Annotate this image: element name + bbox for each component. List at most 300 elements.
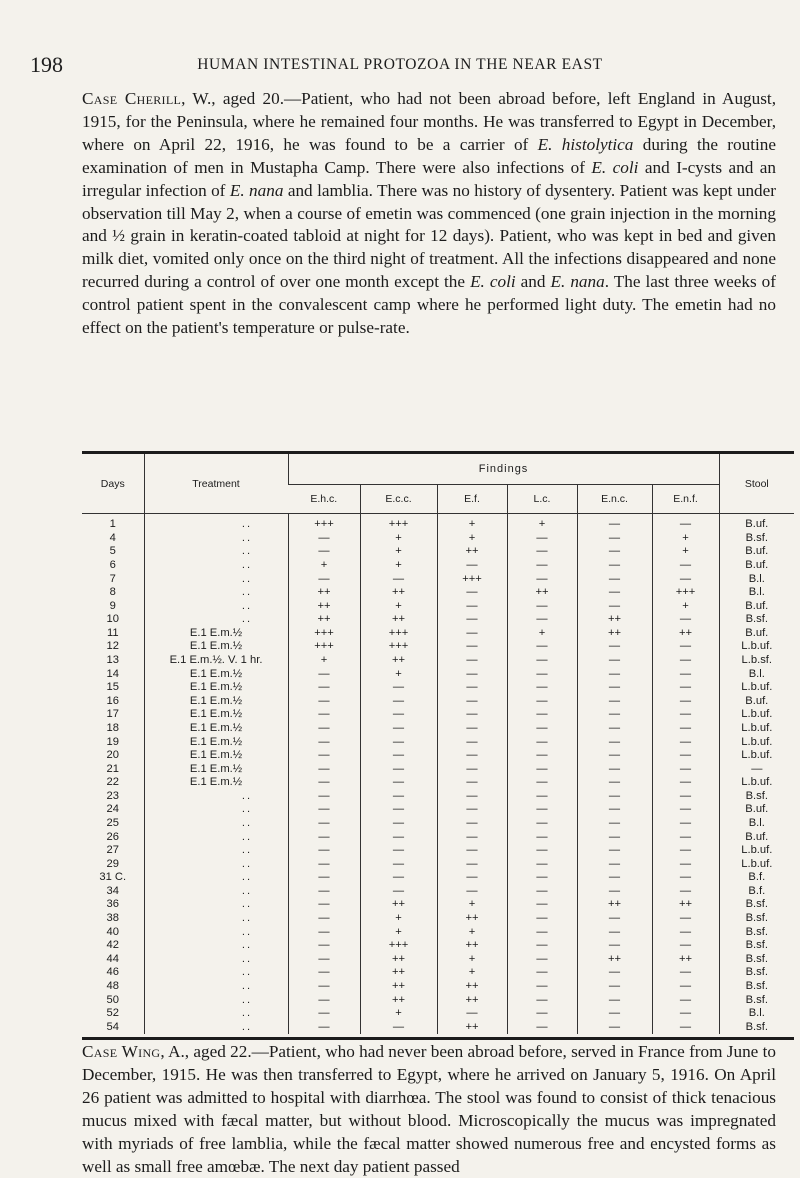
cell-enf: — — [652, 871, 719, 885]
cell-lc: — — [507, 667, 577, 681]
cell-treatment: .. — [144, 885, 288, 899]
cell-lc: — — [507, 830, 577, 844]
cell-stool: B.sf. — [719, 898, 794, 912]
cell-ehc: ++ — [288, 599, 360, 613]
cell-treatment: E.1 E.m.½ — [144, 640, 288, 654]
cell-ef: ++ — [437, 1020, 507, 1034]
cell-enc: — — [577, 735, 652, 749]
cell-ecc: — — [360, 695, 437, 709]
cell-stool: L.b.uf. — [719, 640, 794, 654]
cell-stool: B.f. — [719, 885, 794, 899]
cell-ef: — — [437, 599, 507, 613]
cell-ehc: — — [288, 966, 360, 980]
cell-treatment: E.1 E.m.½ — [144, 667, 288, 681]
cell-stool: B.sf. — [719, 966, 794, 980]
col-header-findings: Findings — [288, 454, 719, 485]
cell-enc: ++ — [577, 953, 652, 967]
cell-treatment: .. — [144, 572, 288, 586]
cell-treatment: .. — [144, 817, 288, 831]
paragraph-text: and I-cysts and an irregular infection of — [82, 157, 777, 200]
table-row — [82, 708, 794, 722]
cell-stool: B.l. — [719, 586, 794, 600]
table-row — [82, 735, 794, 749]
cell-enc: ++ — [577, 898, 652, 912]
cell-day: 40 — [106, 925, 119, 938]
cell-enf: ++ — [652, 953, 719, 967]
cell-ef: — — [437, 776, 507, 790]
cell-ef: — — [437, 654, 507, 668]
cell-ecc: — — [360, 803, 437, 817]
cell-stool: B.sf. — [719, 912, 794, 926]
table-row — [82, 681, 794, 695]
cell-stool: L.b.uf. — [719, 722, 794, 736]
cell-ef: — — [437, 857, 507, 871]
table-row — [82, 1020, 794, 1034]
cell-ef: ++ — [437, 545, 507, 559]
cell-stool: B.uf. — [719, 803, 794, 817]
cell-lc: — — [507, 871, 577, 885]
cell-enf: — — [652, 667, 719, 681]
cell-enc: — — [577, 830, 652, 844]
table-row — [82, 844, 794, 858]
cell-stool: — — [719, 762, 794, 776]
table-row — [82, 912, 794, 926]
cell-ehc: — — [288, 695, 360, 709]
cell-ehc: — — [288, 980, 360, 994]
cell-lc: — — [507, 545, 577, 559]
cell-enc: — — [577, 980, 652, 994]
cell-ef: + — [437, 898, 507, 912]
cell-enc: — — [577, 885, 652, 899]
cell-ehc: — — [288, 762, 360, 776]
table-row — [82, 885, 794, 899]
cell-enc: — — [577, 640, 652, 654]
cell-stool: B.f. — [719, 871, 794, 885]
cell-ef: ++ — [437, 939, 507, 953]
table-row — [82, 654, 794, 668]
cell-treatment: .. — [144, 514, 288, 532]
cell-stool: B.l. — [719, 1007, 794, 1021]
cell-treatment: .. — [144, 857, 288, 871]
cell-lc: — — [507, 817, 577, 831]
paragraph-text: , A., aged 22.—Patient, who had never been abroad before, served in France from June to December, 1915. He was then transferred to Egypt, where he arrived on January 5, 1916. On April 26 patient was admitted to hospital with diarrhœa. The stool was found to consist of thick tenacious mucus mixed with fæcal matter, but without blood. Microscopically the mucus was impregnated with myriads of free lamblia, while the fæcal matter showed numerous free and encysted forms as well as small free amœbæ. The next day patient passed — [82, 1042, 776, 1176]
cell-ecc: ++ — [360, 898, 437, 912]
cell-treatment: .. — [144, 953, 288, 967]
cell-stool: L.b.sf. — [719, 654, 794, 668]
cell-ehc: — — [288, 776, 360, 790]
cell-enc: — — [577, 681, 652, 695]
cell-lc: — — [507, 885, 577, 899]
cell-day: 44 — [106, 952, 119, 965]
cell-ef: ++ — [437, 993, 507, 1007]
cell-lc: — — [507, 1020, 577, 1034]
cell-day: 26 — [106, 830, 119, 843]
cell-stool: B.uf. — [719, 627, 794, 641]
cell-enf: — — [652, 654, 719, 668]
cell-stool: B.sf. — [719, 532, 794, 546]
cell-treatment: .. — [144, 1020, 288, 1034]
cell-lc: — — [507, 559, 577, 573]
table-row — [82, 613, 794, 627]
cell-enc: — — [577, 514, 652, 532]
cell-ecc: — — [360, 749, 437, 763]
cell-enc: — — [577, 762, 652, 776]
cell-treatment: .. — [144, 898, 288, 912]
cell-day: 22 — [106, 776, 119, 789]
cell-day: 23 — [106, 789, 119, 802]
cell-ehc: — — [288, 749, 360, 763]
cell-ehc: +++ — [288, 627, 360, 641]
cell-enf: — — [652, 912, 719, 926]
cell-enf: + — [652, 532, 719, 546]
species-name: E. nana — [550, 272, 605, 292]
cell-day: 54 — [106, 1020, 119, 1033]
cell-enc: — — [577, 708, 652, 722]
cell-lc: — — [507, 898, 577, 912]
table-row — [82, 572, 794, 586]
cell-day: 15 — [106, 681, 119, 694]
cell-day: 10 — [106, 613, 119, 626]
cell-enf: — — [652, 722, 719, 736]
cell-treatment: E.1 E.m.½ — [144, 681, 288, 695]
cell-enc: — — [577, 912, 652, 926]
cell-ehc: — — [288, 993, 360, 1007]
table-row — [82, 939, 794, 953]
cell-ehc: + — [288, 559, 360, 573]
cell-lc: + — [507, 627, 577, 641]
table-row — [82, 966, 794, 980]
table-row — [82, 559, 794, 573]
cell-lc: — — [507, 681, 577, 695]
cell-enf: — — [652, 885, 719, 899]
cell-lc: — — [507, 762, 577, 776]
cell-enf: — — [652, 966, 719, 980]
cell-enc: — — [577, 817, 652, 831]
cell-treatment: .. — [144, 613, 288, 627]
cell-lc: — — [507, 735, 577, 749]
species-name: E. nana — [229, 180, 284, 200]
cell-enf: — — [652, 695, 719, 709]
cell-ecc: — — [360, 790, 437, 804]
table-row — [82, 803, 794, 817]
cell-day: 14 — [106, 667, 119, 680]
cell-lc: — — [507, 749, 577, 763]
cell-enf: — — [652, 514, 719, 532]
cell-ehc: — — [288, 953, 360, 967]
table-row — [82, 627, 794, 641]
cell-enf: — — [652, 572, 719, 586]
cell-day: 27 — [106, 844, 119, 857]
cell-day: 13 — [106, 654, 119, 667]
running-head-title: HUMAN INTESTINAL PROTOZOA IN THE NEAR EAST — [197, 56, 603, 73]
cell-lc: — — [507, 708, 577, 722]
cell-ehc: +++ — [288, 514, 360, 532]
cell-lc: — — [507, 790, 577, 804]
cell-ecc: — — [360, 885, 437, 899]
table-row — [82, 545, 794, 559]
case-wing-paragraph — [82, 1041, 776, 1178]
cell-ehc: ++ — [288, 613, 360, 627]
cell-enc: — — [577, 599, 652, 613]
cell-ehc: — — [288, 830, 360, 844]
cell-ehc: — — [288, 1020, 360, 1034]
table-row — [82, 993, 794, 1007]
cell-lc: ++ — [507, 586, 577, 600]
paragraph-text: . The last three weeks of control patient spent in the convalescent camp where he performed light duty. The emetin had no effect on the patient's temperature or pulse-rate. — [82, 272, 776, 338]
cell-ecc: + — [360, 599, 437, 613]
cell-enf: — — [652, 925, 719, 939]
table-row — [82, 776, 794, 790]
cell-treatment: E.1 E.m.½ — [144, 776, 288, 790]
cell-treatment: E.1 E.m.½ — [144, 627, 288, 641]
cell-ef: +++ — [437, 572, 507, 586]
cell-stool: B.l. — [719, 572, 794, 586]
cell-enc: — — [577, 776, 652, 790]
cell-ecc: ++ — [360, 953, 437, 967]
cell-ehc: — — [288, 871, 360, 885]
cell-lc: — — [507, 654, 577, 668]
cell-enc: — — [577, 1020, 652, 1034]
cell-enf: — — [652, 993, 719, 1007]
cell-enf: — — [652, 735, 719, 749]
cell-ehc: — — [288, 803, 360, 817]
cell-lc: — — [507, 925, 577, 939]
cell-ef: — — [437, 1007, 507, 1021]
table-row — [82, 1007, 794, 1021]
cell-ecc: ++ — [360, 993, 437, 1007]
cell-ef: — — [437, 817, 507, 831]
cell-ecc: + — [360, 912, 437, 926]
cell-ef: — — [437, 708, 507, 722]
cell-ecc: — — [360, 722, 437, 736]
cell-enc: — — [577, 844, 652, 858]
cell-lc: — — [507, 844, 577, 858]
cell-ehc: — — [288, 790, 360, 804]
cell-ehc: — — [288, 898, 360, 912]
cell-enc: ++ — [577, 627, 652, 641]
cell-enc: — — [577, 667, 652, 681]
cell-treatment: .. — [144, 559, 288, 573]
cell-enc: — — [577, 925, 652, 939]
cell-enf: +++ — [652, 586, 719, 600]
cell-treatment: .. — [144, 912, 288, 926]
table-row — [82, 830, 794, 844]
cell-ecc: + — [360, 545, 437, 559]
cell-day: 21 — [106, 762, 119, 775]
cell-ecc: ++ — [360, 980, 437, 994]
table-row — [82, 514, 794, 532]
findings-table-wrap — [82, 451, 794, 1040]
cell-day: 6 — [109, 559, 116, 572]
cell-stool: L.b.uf. — [719, 735, 794, 749]
table-row — [82, 980, 794, 994]
cell-stool: B.sf. — [719, 790, 794, 804]
cell-day: 5 — [109, 545, 116, 558]
paragraph-text: , W., aged 20.—Patient, who had not been abroad before, left England in August, 1915, for the Peninsula, where he remained four months. He was transferred to Egypt in December, where on April 22, 1916, he was found to be a carrier of — [82, 89, 777, 154]
cell-treatment: E.1 E.m.½ — [144, 708, 288, 722]
col-header-lc: L.c. — [507, 485, 577, 514]
cell-enf: + — [652, 545, 719, 559]
cell-ecc: +++ — [360, 514, 437, 532]
cell-treatment: E.1 E.m.½ — [144, 749, 288, 763]
cell-ef: — — [437, 695, 507, 709]
cell-enf: — — [652, 749, 719, 763]
cell-stool: B.sf. — [719, 939, 794, 953]
cell-ef: — — [437, 762, 507, 776]
cell-day: 46 — [106, 966, 119, 979]
cell-ehc: — — [288, 1007, 360, 1021]
cell-treatment: .. — [144, 993, 288, 1007]
findings-table-body — [82, 514, 794, 1034]
cell-treatment: .. — [144, 586, 288, 600]
cell-treatment: .. — [144, 803, 288, 817]
cell-lc: — — [507, 599, 577, 613]
cell-enf: — — [652, 857, 719, 871]
cell-ef: — — [437, 885, 507, 899]
cell-ehc: — — [288, 817, 360, 831]
cell-day: 16 — [106, 694, 119, 707]
cell-lc: — — [507, 966, 577, 980]
cell-treatment: .. — [144, 966, 288, 980]
species-name: E. coli — [470, 272, 516, 292]
cell-stool: B.sf. — [719, 613, 794, 627]
cell-ecc: — — [360, 708, 437, 722]
cell-day: 11 — [106, 626, 119, 639]
cell-stool: B.sf. — [719, 980, 794, 994]
cell-ecc: +++ — [360, 640, 437, 654]
cell-enf: — — [652, 803, 719, 817]
cell-ef: — — [437, 735, 507, 749]
cell-day: 9 — [109, 599, 116, 612]
cell-treatment: E.1 E.m.½ — [144, 735, 288, 749]
cell-enc: — — [577, 790, 652, 804]
cell-treatment: .. — [144, 790, 288, 804]
cell-day: 34 — [106, 884, 119, 897]
cell-enf: — — [652, 1020, 719, 1034]
cell-day: 31 C. — [99, 871, 127, 884]
cell-treatment: E.1 E.m.½ — [144, 762, 288, 776]
table-row — [82, 871, 794, 885]
cell-ef: ++ — [437, 912, 507, 926]
cell-day: 52 — [106, 1007, 119, 1020]
cell-ehc: — — [288, 708, 360, 722]
cell-ef: — — [437, 627, 507, 641]
paragraph-text: during the routine examination of men in Mustapha Camp. There were also infections of — [82, 134, 776, 177]
cell-lc: — — [507, 1007, 577, 1021]
cell-ehc: — — [288, 885, 360, 899]
cell-enc: — — [577, 572, 652, 586]
running-head — [30, 52, 770, 78]
cell-lc: — — [507, 803, 577, 817]
cell-stool: B.uf. — [719, 559, 794, 573]
cell-enf: — — [652, 708, 719, 722]
cell-stool: B.uf. — [719, 830, 794, 844]
table-row — [82, 722, 794, 736]
cell-enf: — — [652, 844, 719, 858]
cell-enc: — — [577, 871, 652, 885]
cell-ef: — — [437, 830, 507, 844]
cell-day: 19 — [106, 735, 119, 748]
cell-treatment: E.1 E.m.½ — [144, 722, 288, 736]
cell-ecc: + — [360, 1007, 437, 1021]
cell-ecc: — — [360, 776, 437, 790]
cell-enc: — — [577, 857, 652, 871]
cell-day: 24 — [106, 803, 119, 816]
cell-stool: B.sf. — [719, 1020, 794, 1034]
cell-ehc: — — [288, 532, 360, 546]
cell-enc: — — [577, 803, 652, 817]
cell-stool: B.uf. — [719, 695, 794, 709]
table-row — [82, 953, 794, 967]
table-bottom-rule — [82, 1037, 794, 1040]
cell-ehc: — — [288, 735, 360, 749]
cell-ecc: + — [360, 532, 437, 546]
cell-ef: + — [437, 514, 507, 532]
cell-ecc: + — [360, 667, 437, 681]
cell-day: 12 — [106, 640, 119, 653]
cell-ef: + — [437, 532, 507, 546]
table-row — [82, 640, 794, 654]
table-row — [82, 790, 794, 804]
table-row — [82, 532, 794, 546]
cell-enc: — — [577, 993, 652, 1007]
cell-ef: — — [437, 613, 507, 627]
cell-ef: — — [437, 871, 507, 885]
cell-ef: — — [437, 803, 507, 817]
cell-enf: — — [652, 681, 719, 695]
cell-enf: — — [652, 613, 719, 627]
cell-stool: B.uf. — [719, 514, 794, 532]
cell-enf: — — [652, 830, 719, 844]
cell-ehc: + — [288, 654, 360, 668]
cell-treatment: .. — [144, 599, 288, 613]
cell-enf: — — [652, 762, 719, 776]
cell-ecc: ++ — [360, 966, 437, 980]
cell-treatment: E.1 E.m.½ — [144, 695, 288, 709]
cell-enc: — — [577, 1007, 652, 1021]
cell-day: 8 — [109, 586, 116, 599]
cell-enf: — — [652, 980, 719, 994]
cell-ehc: — — [288, 912, 360, 926]
cell-day: 38 — [106, 912, 119, 925]
cell-ef: — — [437, 667, 507, 681]
cell-lc: + — [507, 514, 577, 532]
cell-enf: — — [652, 776, 719, 790]
table-row — [82, 817, 794, 831]
cell-ef: — — [437, 559, 507, 573]
col-header-enf: E.n.f. — [652, 485, 719, 514]
cell-day: 50 — [106, 993, 119, 1006]
page-number: 198 — [30, 52, 63, 77]
cell-ecc: — — [360, 572, 437, 586]
cell-day: 20 — [106, 749, 119, 762]
cell-ehc: — — [288, 681, 360, 695]
cell-enc: ++ — [577, 613, 652, 627]
cell-day: 17 — [106, 708, 119, 721]
cell-stool: B.l. — [719, 817, 794, 831]
cell-enc: — — [577, 545, 652, 559]
cell-stool: L.b.uf. — [719, 681, 794, 695]
cell-stool: B.l. — [719, 667, 794, 681]
cell-stool: B.sf. — [719, 953, 794, 967]
cell-day: 25 — [106, 817, 119, 829]
cell-stool: B.uf. — [719, 545, 794, 559]
cell-day: 48 — [106, 979, 119, 992]
cell-stool: L.b.uf. — [719, 749, 794, 763]
cell-lc: — — [507, 532, 577, 546]
case-wing-lead: Case Wing — [82, 1042, 161, 1061]
cell-enc: — — [577, 532, 652, 546]
